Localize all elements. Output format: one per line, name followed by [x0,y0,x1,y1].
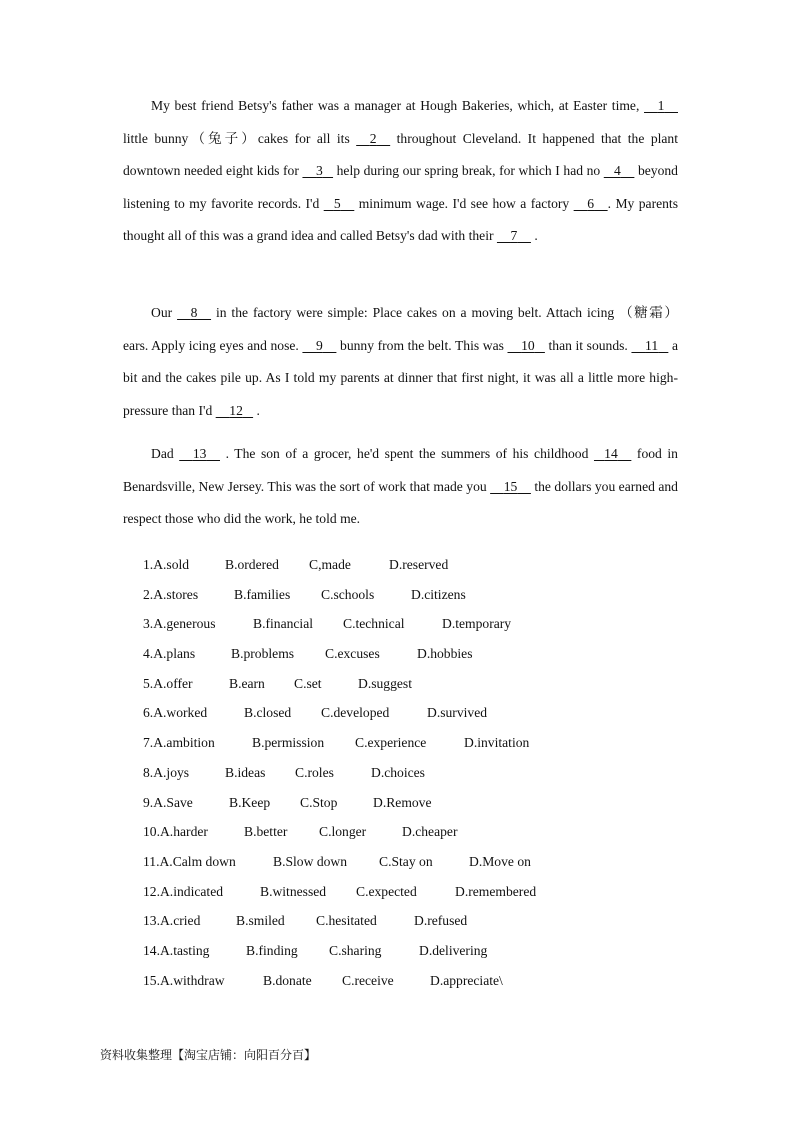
option-a: 12.A.indicated [143,883,224,899]
passage-text: little bunny（兔子）cakes for all its [123,130,350,146]
option-b: B.earn [229,675,265,691]
option-a: 13.A.cried [143,913,201,929]
option-b: B.families [234,586,291,602]
passage-text: the dollars you earned and respect those who did the work, he told me. [123,478,678,526]
option-d: D.Remove [373,794,432,810]
option-d: D.cheaper [402,824,458,840]
option-d: D.refused [414,913,468,929]
passage-text: a bit and the cakes pile up. As I told my parents at dinner that first night, it was all a little more high-pressure than I'd [123,337,678,418]
option-d: D.Move on [469,853,531,869]
passage-text: My best friend Betsy's father was a manager at Hough Bakeries, which, at Easter time, [151,98,640,113]
option-a: 5.A.offer [143,675,193,691]
option-a: 4.A.plans [143,646,196,662]
passage-text: than it sounds. [548,337,628,353]
blank-11: 11 [645,337,659,353]
option-row-15 [143,966,663,996]
option-row-14 [143,936,663,966]
passage-paragraph-2: Our 8 in the factory were simple: Place cakes on a moving belt. Attach icing （糖霜） ears. Apply icing eyes and nose. 9 bunny from the belt. This was 10 than it sounds. 11 a bit and the cakes pile up. As I told my parents at dinner that first night, it was all a little more high-pressure than I'd 12 . [123,297,678,427]
option-row-1 [143,550,663,580]
blank-6: 6 [587,195,595,211]
option-c: C.longer [319,824,367,840]
passage-text: . The son of a grocer, he'd spent the summers of his childhood [225,446,589,461]
passage-text: beyond listening to my favorite records. I'd [123,163,678,211]
blank-1: 1 [657,98,665,113]
passage-text: in the factory were simple: Place cakes on a moving belt. Attach icing （糖霜） ears. Apply icing eyes and nose. [123,305,678,353]
option-d: D.remembered [455,883,537,899]
option-c: C.expected [356,883,417,899]
option-row-2 [143,580,663,610]
option-b: B.Slow down [273,853,348,869]
option-c: C.receive [342,972,394,988]
passage-text: throughout Cleveland. It happened that the plant downtown needed eight kids for [123,130,679,178]
option-b: B.ordered [225,557,279,572]
option-c: C.Stay on [379,853,433,869]
option-b: B.problems [231,646,295,662]
option-b: B.permission [252,735,325,751]
option-row-7 [143,728,663,758]
option-b: B.Keep [229,794,271,810]
option-a: 10.A.harder [143,824,208,840]
option-row-8 [143,758,663,788]
option-b: B.finding [246,942,298,958]
option-row-3 [143,609,663,639]
blank-10: 10 [521,337,535,353]
passage-text: . My parents thought all of this was a grand idea and called Betsy's dad with their [123,195,678,243]
option-d: D.appreciate\ [430,972,503,988]
option-d: D.delivering [419,942,488,958]
option-c: C.hesitated [316,913,377,929]
option-c: C.excuses [325,646,380,662]
option-a: 2.A.stores [143,586,199,602]
option-a: 3.A.generous [143,616,216,632]
blank-4: 4 [613,163,621,178]
blank-15: 15 [503,478,518,494]
option-b: B.smiled [236,913,285,929]
option-d: D.citizens [411,586,466,602]
option-d: D.temporary [442,616,512,632]
blank-12: 12 [229,402,243,418]
option-b: B.ideas [225,764,266,780]
option-c: C.set [294,675,322,691]
passage-text: Dad [151,446,174,461]
option-d: D.reserved [389,557,449,572]
passage-text: help during our spring break, for which I had no [336,163,601,178]
option-c: C.schools [321,586,375,602]
option-a: 8.A.joys [143,764,190,780]
option-b: B.donate [263,972,312,988]
option-a: 1.A.sold [143,557,190,572]
option-row-6 [143,698,663,728]
option-b: B.witnessed [260,883,327,899]
option-c: C.Stop [300,794,338,810]
blank-2: 2 [369,130,377,146]
option-d: D.hobbies [417,646,473,662]
blank-7: 7 [510,228,518,243]
option-c: C.experience [355,735,427,751]
blank-13: 13 [192,446,207,461]
option-a: 9.A.Save [143,794,193,810]
option-b: B.financial [253,616,314,632]
option-a: 6.A.worked [143,705,208,721]
blank-9: 9 [316,337,323,353]
passage-text: Our [151,305,173,320]
option-row-4 [143,639,663,669]
option-a: 15.A.withdraw [143,972,225,988]
option-row-5 [143,669,663,699]
option-row-10 [143,817,663,847]
blank-5: 5 [333,195,341,211]
option-row-11 [143,847,663,877]
answer-options-list [143,550,663,995]
option-row-12 [143,877,663,907]
option-d: D.choices [371,764,425,780]
option-d: D.suggest [358,675,412,691]
blank-8: 8 [190,305,198,320]
passage-text: minimum wage. I'd see how a factory [358,195,570,211]
option-d: D.invitation [464,735,530,751]
option-c: C.sharing [329,942,382,958]
blank-3: 3 [316,163,323,178]
blank-14: 14 [604,446,618,461]
option-c: C,made [309,557,351,572]
option-d: D.survived [427,705,488,721]
option-a: 7.A.ambition [143,735,215,751]
passage-text: bunny from the belt. This was [340,337,504,353]
passage-paragraph-3 [123,438,678,536]
option-row-13 [143,906,663,936]
option-c: C.roles [295,764,334,780]
option-a: 14.A.tasting [143,942,210,958]
passage-paragraph-1: My best friend Betsy's father was a manager at Hough Bakeries, which, at Easter time, 1 little bunny（兔子）cakes for all its 2 throughout Cleveland. It happened that the plant downtown needed eight kids for 3 help during our spring break, for which I had no 4 beyond listening to my favorite records. I'd 5 minimum wage. I'd see how a factory 6 . My parents thought all of this was a grand idea and called Betsy's dad with their 7 . [123,90,678,253]
passage-text: food in Benardsville, New Jersey. This was the sort of work that made you [123,446,678,494]
option-b: B.closed [244,705,292,721]
option-row-9 [143,788,663,818]
option-a: 11.A.Calm down [143,853,236,869]
footer-note: 资料收集整理【淘宝店铺：向阳百分百】 [100,1048,317,1062]
option-c: C.technical [343,616,405,632]
option-c: C.developed [321,705,390,721]
option-b: B.better [244,824,288,840]
